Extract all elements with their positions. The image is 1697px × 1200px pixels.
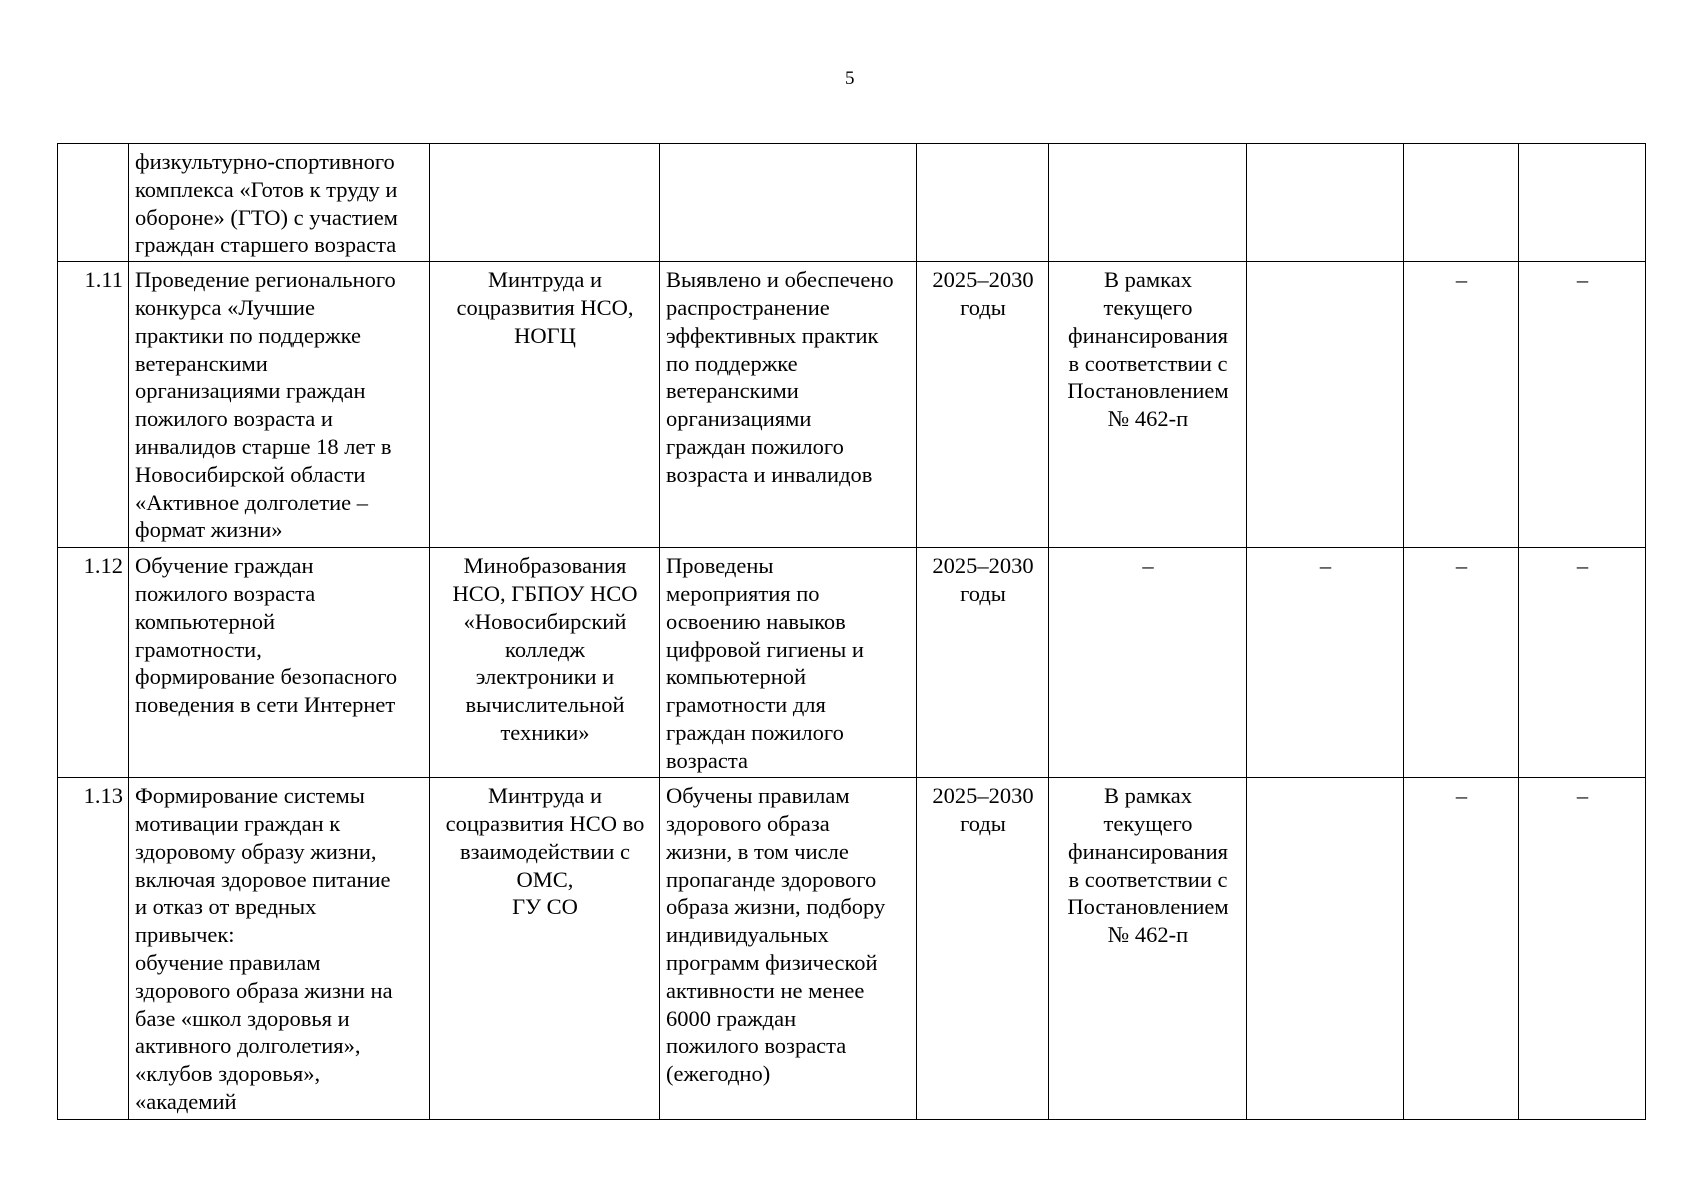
executor-cell: Минтруда и соцразвития НСО во взаимодействии с ОМС, ГУ СО bbox=[430, 778, 660, 1120]
column-9-cell: – bbox=[1519, 262, 1646, 548]
result-cell: Проведены мероприятия по освоению навыков цифровой гигиены и компьютерной грамотности для граждан пожилого возраста bbox=[660, 548, 917, 778]
column-7-cell bbox=[1247, 262, 1404, 548]
period-cell: 2025–2030 годы bbox=[917, 548, 1049, 778]
table-row bbox=[58, 548, 1646, 778]
period-cell bbox=[917, 144, 1049, 262]
column-7-cell bbox=[1247, 778, 1404, 1120]
column-7-cell: – bbox=[1247, 548, 1404, 778]
financing-cell: – bbox=[1049, 548, 1247, 778]
table-row bbox=[58, 262, 1646, 548]
column-9-cell: – bbox=[1519, 548, 1646, 778]
column-8-cell: – bbox=[1404, 778, 1519, 1120]
financing-cell bbox=[1049, 144, 1247, 262]
column-7-cell bbox=[1247, 144, 1404, 262]
column-8-cell: – bbox=[1404, 262, 1519, 548]
column-9-cell bbox=[1519, 144, 1646, 262]
executor-cell bbox=[430, 144, 660, 262]
financing-cell: В рамках текущего финансирования в соответствии с Постановлением № 462-п bbox=[1049, 262, 1247, 548]
column-8-cell: – bbox=[1404, 548, 1519, 778]
period-cell: 2025–2030 годы bbox=[917, 778, 1049, 1120]
row-number-cell: 1.13 bbox=[58, 778, 129, 1120]
measures-table bbox=[57, 143, 1646, 1120]
event-cell: физкультурно-спортивного комплекса «Готов к труду и обороне» (ГТО) с участием граждан старшего возраста bbox=[129, 144, 430, 262]
financing-cell: В рамках текущего финансирования в соответствии с Постановлением № 462-п bbox=[1049, 778, 1247, 1120]
table-row bbox=[58, 144, 1646, 262]
row-number-cell: 1.12 bbox=[58, 548, 129, 778]
row-number-cell bbox=[58, 144, 129, 262]
row-number-cell: 1.11 bbox=[58, 262, 129, 548]
event-cell: Проведение регионального конкурса «Лучшие практики по поддержке ветеранскими организациями граждан пожилого возраста и инвалидов старше 18 лет в Новосибирской области «Активное долголетие – формат жизни» bbox=[129, 262, 430, 548]
page-number-text: 5 bbox=[845, 68, 855, 89]
executor-cell: Минтруда и соцразвития НСО, НОГЦ bbox=[430, 262, 660, 548]
result-cell: Выявлено и обеспечено распространение эффективных практик по поддержке ветеранскими организациями граждан пожилого возраста и инвалидов bbox=[660, 262, 917, 548]
executor-cell: Минобразования НСО, ГБПОУ НСО «Новосибирский колледж электроники и вычислительной техники» bbox=[430, 548, 660, 778]
event-cell: Обучение граждан пожилого возраста компьютерной грамотности, формирование безопасного поведения в сети Интернет bbox=[129, 548, 430, 778]
period-cell: 2025–2030 годы bbox=[917, 262, 1049, 548]
result-cell bbox=[660, 144, 917, 262]
column-8-cell bbox=[1404, 144, 1519, 262]
result-cell: Обучены правилам здорового образа жизни, в том числе пропаганде здорового образа жизни, подбору индивидуальных программ физической активности не менее 6000 граждан пожилого возраста (ежегодно) bbox=[660, 778, 917, 1120]
column-9-cell: – bbox=[1519, 778, 1646, 1120]
table-row bbox=[58, 778, 1646, 1120]
event-cell: Формирование системы мотивации граждан к здоровому образу жизни, включая здоровое питание и отказ от вредных привычек: обучение правилам здорового образа жизни на базе «школ здоровья и активного долголетия», «клубов здоровья», «академий bbox=[129, 778, 430, 1120]
